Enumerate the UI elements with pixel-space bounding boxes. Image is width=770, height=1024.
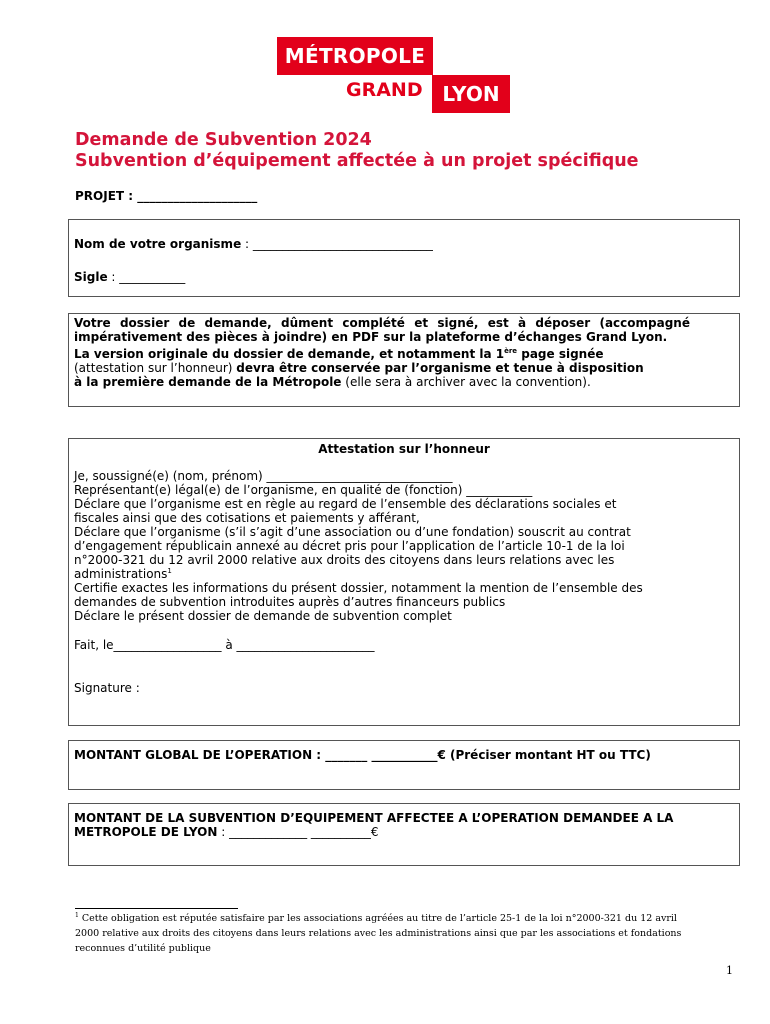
attestation-line-4: fiscales ainsi que des cotisations et paiements y afférant, xyxy=(74,511,420,525)
page-subtitle: Subvention d’équipement affectée à un projet spécifique xyxy=(75,151,639,171)
montant-subvention-blank[interactable]: : _____________ __________€ xyxy=(217,825,379,839)
sigle-label: Sigle xyxy=(74,270,108,284)
footnote-line1 xyxy=(75,912,677,924)
footnote-line2: 2000 relative aux droits des citoyens dans leurs relations avec les administrations ainsi que par les associations et fondations xyxy=(75,928,682,939)
montant-subvention-box xyxy=(68,803,740,866)
notice-p2c: (attestation sur l’honneur) xyxy=(74,361,237,375)
montant-global-field[interactable]: MONTANT GLOBAL DE L’OPERATION : _______ ___________€ (Préciser montant HT ou TTC) xyxy=(74,748,651,762)
attestation-representative-line[interactable]: Représentant(e) légal(e) de l’organisme, en qualité de (fonction) ___________ xyxy=(74,483,533,497)
sigle-field xyxy=(74,270,185,284)
notice-p2b: page signée xyxy=(517,347,604,361)
montant-global-box xyxy=(68,740,740,790)
notice-p2d: devra être conservée par l’organisme et tenue à disposition xyxy=(236,361,644,375)
notice-box xyxy=(68,313,740,407)
projet-field xyxy=(75,189,257,203)
notice-text xyxy=(74,316,690,389)
organisation-box xyxy=(68,219,740,297)
notice-p2a: La version originale du dossier de demande, et notamment la 1 xyxy=(74,347,505,361)
attestation-line-9: Certifie exactes les informations du présent dossier, notamment la mention de l’ensemble des xyxy=(74,581,643,595)
attestation-line-7: n°2000-321 du 12 avril 2000 relative aux droits des citoyens dans leurs relations avec les xyxy=(74,553,615,567)
attestation-line-3: Déclare que l’organisme est en règle au regard de l’ensemble des déclarations sociales et xyxy=(74,497,617,511)
attestation-box xyxy=(68,438,740,726)
attestation-line-8-text: administrations xyxy=(74,567,168,581)
notice-p2f: (elle sera à archiver avec la convention). xyxy=(341,375,591,389)
org-name-label: Nom de votre organisme xyxy=(74,237,242,251)
attestation-line-6: d’engagement républicain annexé au décret pris pour l’application de l’article 10-1 de la loi xyxy=(74,539,625,553)
attestation-line-5: Déclare que l’organisme (s’il s’agit d’une association ou d’une fondation) souscrit au contrat xyxy=(74,525,631,539)
logo-lyon: LYON xyxy=(432,75,510,113)
attestation-line-8 xyxy=(74,567,172,581)
footnote-rule xyxy=(75,908,238,909)
sigle-sep: : xyxy=(107,270,120,284)
notice-p2e: à la première demande de la Métropole xyxy=(74,375,342,389)
projet-blank[interactable]: ____________________ xyxy=(137,189,258,203)
signature-field[interactable]: Signature : xyxy=(74,681,140,695)
footnote-sup: 1 xyxy=(75,912,79,919)
org-name-blank[interactable]: ______________________________ xyxy=(252,237,433,251)
org-name-sep: : xyxy=(241,237,253,251)
footnote-ref: 1 xyxy=(167,567,172,575)
attestation-title: Attestation sur l’honneur xyxy=(318,442,490,456)
attestation-line-11: Déclare le présent dossier de demande de subvention complet xyxy=(74,609,452,623)
attestation-name-line[interactable]: Je, soussigné(e) (nom, prénom) _______________________________ xyxy=(74,469,453,483)
sigle-blank[interactable]: ___________ xyxy=(119,270,186,284)
montant-subvention-line1: MONTANT DE LA SUBVENTION D’EQUIPEMENT AFFECTEE A L’OPERATION DEMANDEE A LA xyxy=(74,811,674,825)
logo-metropole: MÉTROPOLE xyxy=(277,37,433,75)
attestation-line-10: demandes de subvention introduites auprès d’autres financeurs publics xyxy=(74,595,506,609)
notice-p1: Votre dossier de demande, dûment complété et signé, est à déposer (accompagné impérativement des pièces à joindre) en PDF sur la plateforme d’échanges Grand Lyon. xyxy=(74,316,690,344)
montant-subvention-field[interactable] xyxy=(74,825,379,839)
fait-le-field[interactable]: Fait, le__________________ à _______________________ xyxy=(74,638,375,652)
org-name-field xyxy=(74,237,433,251)
page-title: Demande de Subvention 2024 xyxy=(75,130,372,150)
logo-grand: GRAND xyxy=(346,79,423,101)
montant-subvention-bold: METROPOLE DE LYON xyxy=(74,825,218,839)
footnote-text-1: Cette obligation est réputée satisfaire par les associations agréées au titre de l’article 25-1 de la loi n°2000-321 du 12 avril xyxy=(78,913,677,925)
footnote-line3: reconnues d’utilité publique xyxy=(75,943,211,954)
page-number: 1 xyxy=(726,964,733,977)
notice-p2sup: ère xyxy=(504,347,518,355)
projet-label: PROJET : xyxy=(75,189,134,203)
